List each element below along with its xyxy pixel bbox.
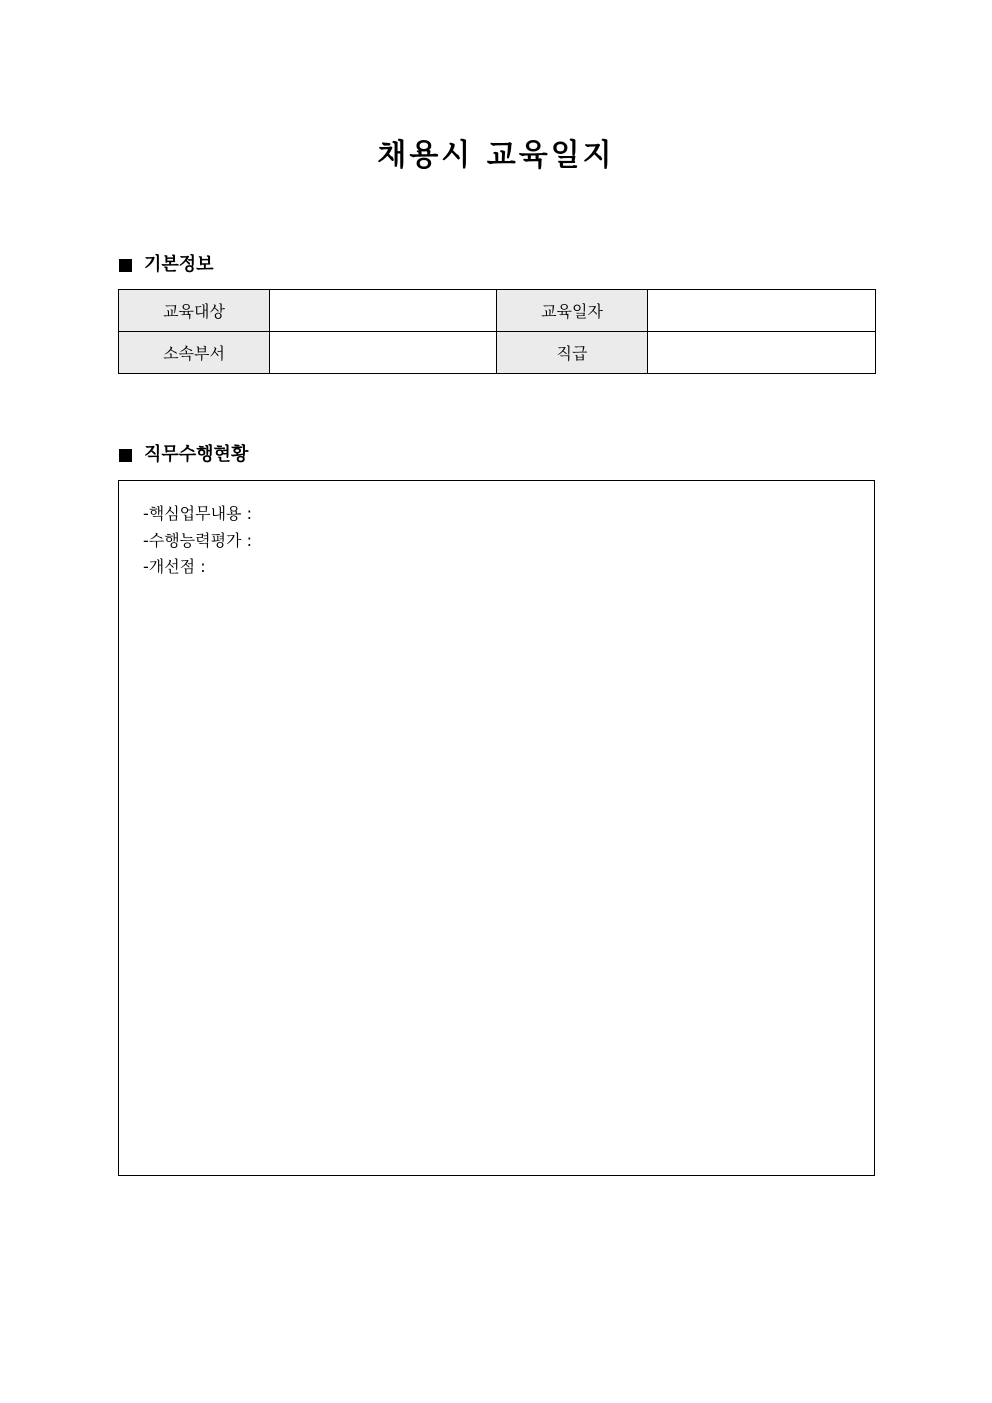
basic-info-table	[118, 289, 876, 374]
position-label: 직급	[497, 332, 648, 374]
table-row	[119, 332, 876, 374]
section-heading-label: 기본정보	[144, 254, 214, 275]
core-duties-line: -핵심업무내용 :	[143, 504, 252, 523]
square-bullet-icon	[119, 259, 132, 272]
training-target-label: 교육대상	[119, 290, 270, 332]
training-date-label: 교육일자	[497, 290, 648, 332]
section-heading-label: 직무수행현황	[144, 444, 249, 465]
training-date-field[interactable]	[648, 290, 876, 332]
department-field[interactable]	[270, 332, 497, 374]
duty-status-content	[143, 501, 252, 581]
square-bullet-icon	[119, 449, 132, 462]
section-heading-basic-info	[119, 253, 214, 277]
improvements-line: -개선점 :	[143, 557, 206, 576]
performance-evaluation-line: -수행능력평가 :	[143, 530, 252, 550]
position-field[interactable]	[648, 332, 876, 374]
section-heading-duty-status	[119, 443, 248, 467]
duty-status-box[interactable]	[118, 480, 875, 1176]
training-target-field[interactable]	[270, 290, 497, 332]
document-title: 채용시 교육일지	[377, 138, 615, 173]
table-row	[119, 290, 876, 332]
department-label: 소속부서	[119, 332, 270, 374]
